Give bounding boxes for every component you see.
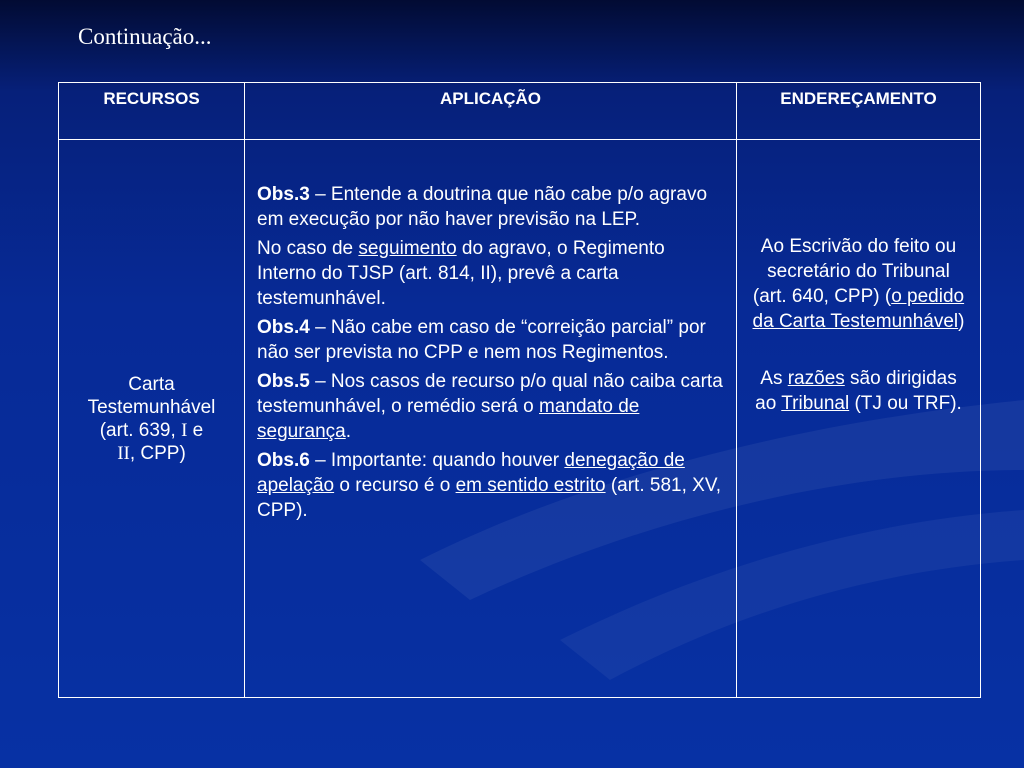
escrivao-paragraph: Ao Escrivão do feito ou secretário do Tribunal (art. 640, CPP) (o pedido da Carta Testemunhável): [752, 236, 965, 332]
seguimento-paragraph: No caso de seguimento do agravo, o Regimento Interno do TJSP (art. 814, II), prevê a carta testemunhável.: [257, 238, 665, 309]
table-header-row: [59, 83, 981, 140]
recursos-table: [58, 82, 981, 698]
razoes-paragraph: As razões são dirigidas ao Tribunal (TJ ou TRF).: [755, 368, 962, 414]
aplicacao-cell: [245, 140, 737, 698]
enderecamento-cell: [737, 140, 981, 698]
obs5-paragraph: Obs.5 – Nos casos de recurso p/o qual não caiba carta testemunhável, o remédio será o mandato de segurança.: [257, 371, 723, 442]
slide-title: Continuação...: [78, 24, 212, 49]
header-recursos: RECURSOS: [59, 83, 245, 140]
header-aplicacao: APLICAÇÃO: [245, 83, 737, 140]
table-row: [59, 140, 981, 698]
obs4-paragraph: Obs.4 – Não cabe em caso de “correição parcial” por não ser prevista no CPP e nem nos Regimentos.: [257, 317, 706, 363]
recursos-cell: Carta Testemunhável (art. 639, I e II, CPP): [59, 140, 245, 698]
obs3-paragraph: Obs.3 – Entende a doutrina que não cabe p/o agravo em execução por não haver previsão na LEP.: [257, 184, 708, 230]
header-enderecamento: ENDEREÇAMENTO: [737, 83, 981, 140]
obs6-paragraph: Obs.6 – Importante: quando houver denegação de apelação o recurso é o em sentido estrito (art. 581, XV, CPP).: [257, 450, 722, 521]
